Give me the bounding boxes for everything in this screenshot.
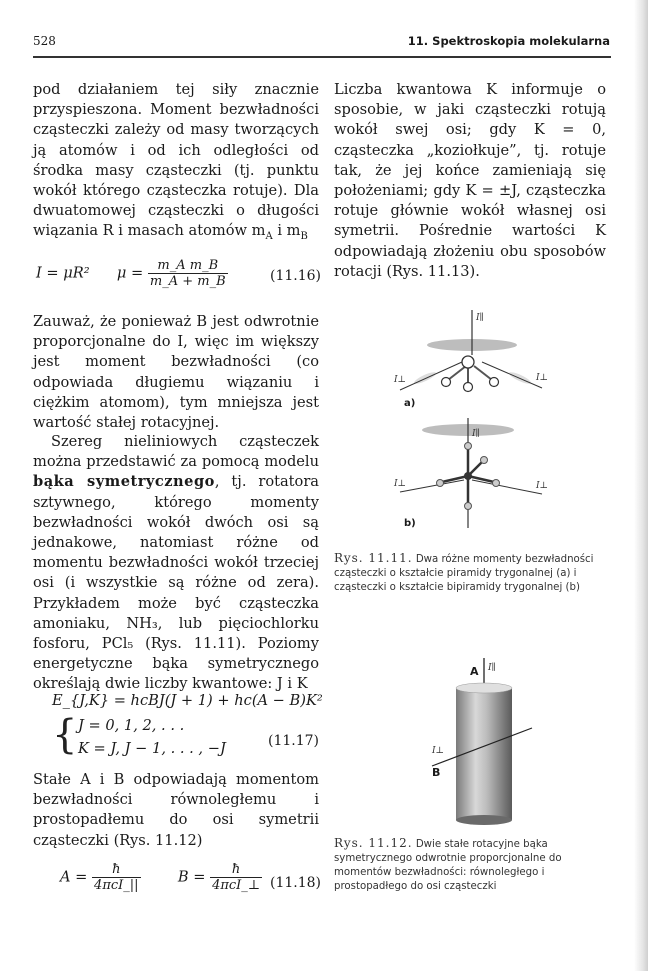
figure-11-12-cylinder — [412, 658, 562, 828]
figure-label-b: b) — [404, 518, 416, 529]
equation-number-11-16: (11.16) — [270, 268, 322, 284]
axis-parallel-label-b: I∥ — [472, 429, 480, 439]
axis-parallel-label-cyl: I∥ — [488, 663, 496, 673]
left-paragraph-3: Szereg nieliniowych cząsteczek można przedstawić za pomocą modelu bąka symetrycznego, tj. rotatora sztywnego, którego momenty bezwładności wokół dwóch osi są jednakowe, natomiast różne od momentu bezwładności wokół trzeciej osi (i wszystkie są różne od zera). Przykładem może być cząsteczka amoniaku, NH₃, lub pięciochlorku fosforu, PCl₅ (Rys. 11.11). Poziomy energetyczne bąka symetrycznego określają dwie liczby kwantowe: J i K — [33, 433, 319, 693]
equation-brace: { — [52, 712, 78, 758]
right-paragraph-1: Liczba kwantowa K informuje o sposobie, w jaki cząsteczki rotują wokół swej osi; gdy K = 0, cząsteczka „koziołkuje”, tj. rotuje tak, że jej końce zamieniają się położeniami; gdy K = ±J, cząsteczka rotuje głównie wokół własnej osi symetrii. Pośrednie wartości K odpowiadają złożeniu obu sposobów rotacji (Rys. 11.13). — [334, 81, 606, 280]
axis-perp-label-b-left: I⊥ — [394, 479, 407, 489]
left-paragraph-1: pod działaniem tej siły znacznie przyspieszona. Moment bezwładności cząsteczki zależy od masy tworzących ją atomów i od ich odległości od środka masy cząsteczki (tj. punktu wokół którego cząsteczka rotuje). Dla dwuatomowej cząsteczki o długości wiązania R i masach atomów $m_A$ i $m_B$ — [33, 81, 319, 243]
figure-label-a: a) — [404, 398, 416, 409]
left-paragraph-2: Zauważ, że ponieważ B jest odwrotnie proporcjonalne do I, więc im większy jest moment bezwładności (co odpowiada długiemu wiązaniu i ciężkim atomom), tym mniejsza jest wartość stałej rotacyjnej. — [33, 313, 319, 432]
running-header: 11. Spektroskopia molekularna — [407, 34, 610, 48]
label-A: A — [470, 665, 479, 678]
figure-11-11-caption: Rys. 11.11. Dwa różne momenty bezwładności cząsteczki o kształcie piramidy trygonalnej (a) i cząsteczki o kształcie bipiramidy trygonalnej (b) — [334, 551, 594, 593]
figure-11-11b — [360, 418, 590, 533]
equation-11-18: A = $\frac{ħ}{\text{4πcI\_||}}$ B = $\frac{ħ}{\text{4πcI\_⊥}}$ — [60, 862, 261, 893]
page-edge-shadow — [634, 0, 648, 971]
axis-perp-label-b-right: I⊥ — [536, 481, 549, 491]
axis-perp-label-a-right: I⊥ — [536, 373, 549, 383]
equation-number-11-18: (11.18) — [270, 875, 322, 891]
equation-11-16: I = μR² μ = $\frac{\text{m\_A m\_B}}{m\_A + m\_B}$ — [36, 258, 226, 289]
figure-11-11a — [360, 300, 590, 420]
axis-perp-label-a-left: I⊥ — [394, 375, 407, 385]
equation-11-17-line-1: E_{J,K} = hcBJ(J + 1) + hc(A − B)K² — [52, 692, 323, 709]
equation-11-17-line-3: K = J, J − 1, . . . , −J — [78, 740, 226, 757]
label-B: B — [432, 766, 441, 779]
figure-11-12-caption: Rys. 11.12. Dwie stałe rotacyjne bąka symetrycznego odwrotnie proporcjonalne do momentów bezwładności: równoległego i prostopadłego do osi cząsteczki — [334, 836, 562, 892]
left-paragraph-4: Stałe A i B odpowiadają momentom bezwładności równoległemu i prostopadłemu do osi symetrii cząsteczki (Rys. 11.12) — [33, 771, 319, 849]
header-rule — [33, 56, 611, 58]
page-number: 528 — [33, 34, 56, 48]
equation-number-11-17: (11.17) — [268, 733, 320, 749]
axis-parallel-label-a: I∥ — [476, 313, 484, 323]
equation-11-17-line-2: J = 0, 1, 2, . . . — [78, 717, 185, 734]
axis-perp-label-cyl: I⊥ — [432, 746, 445, 756]
